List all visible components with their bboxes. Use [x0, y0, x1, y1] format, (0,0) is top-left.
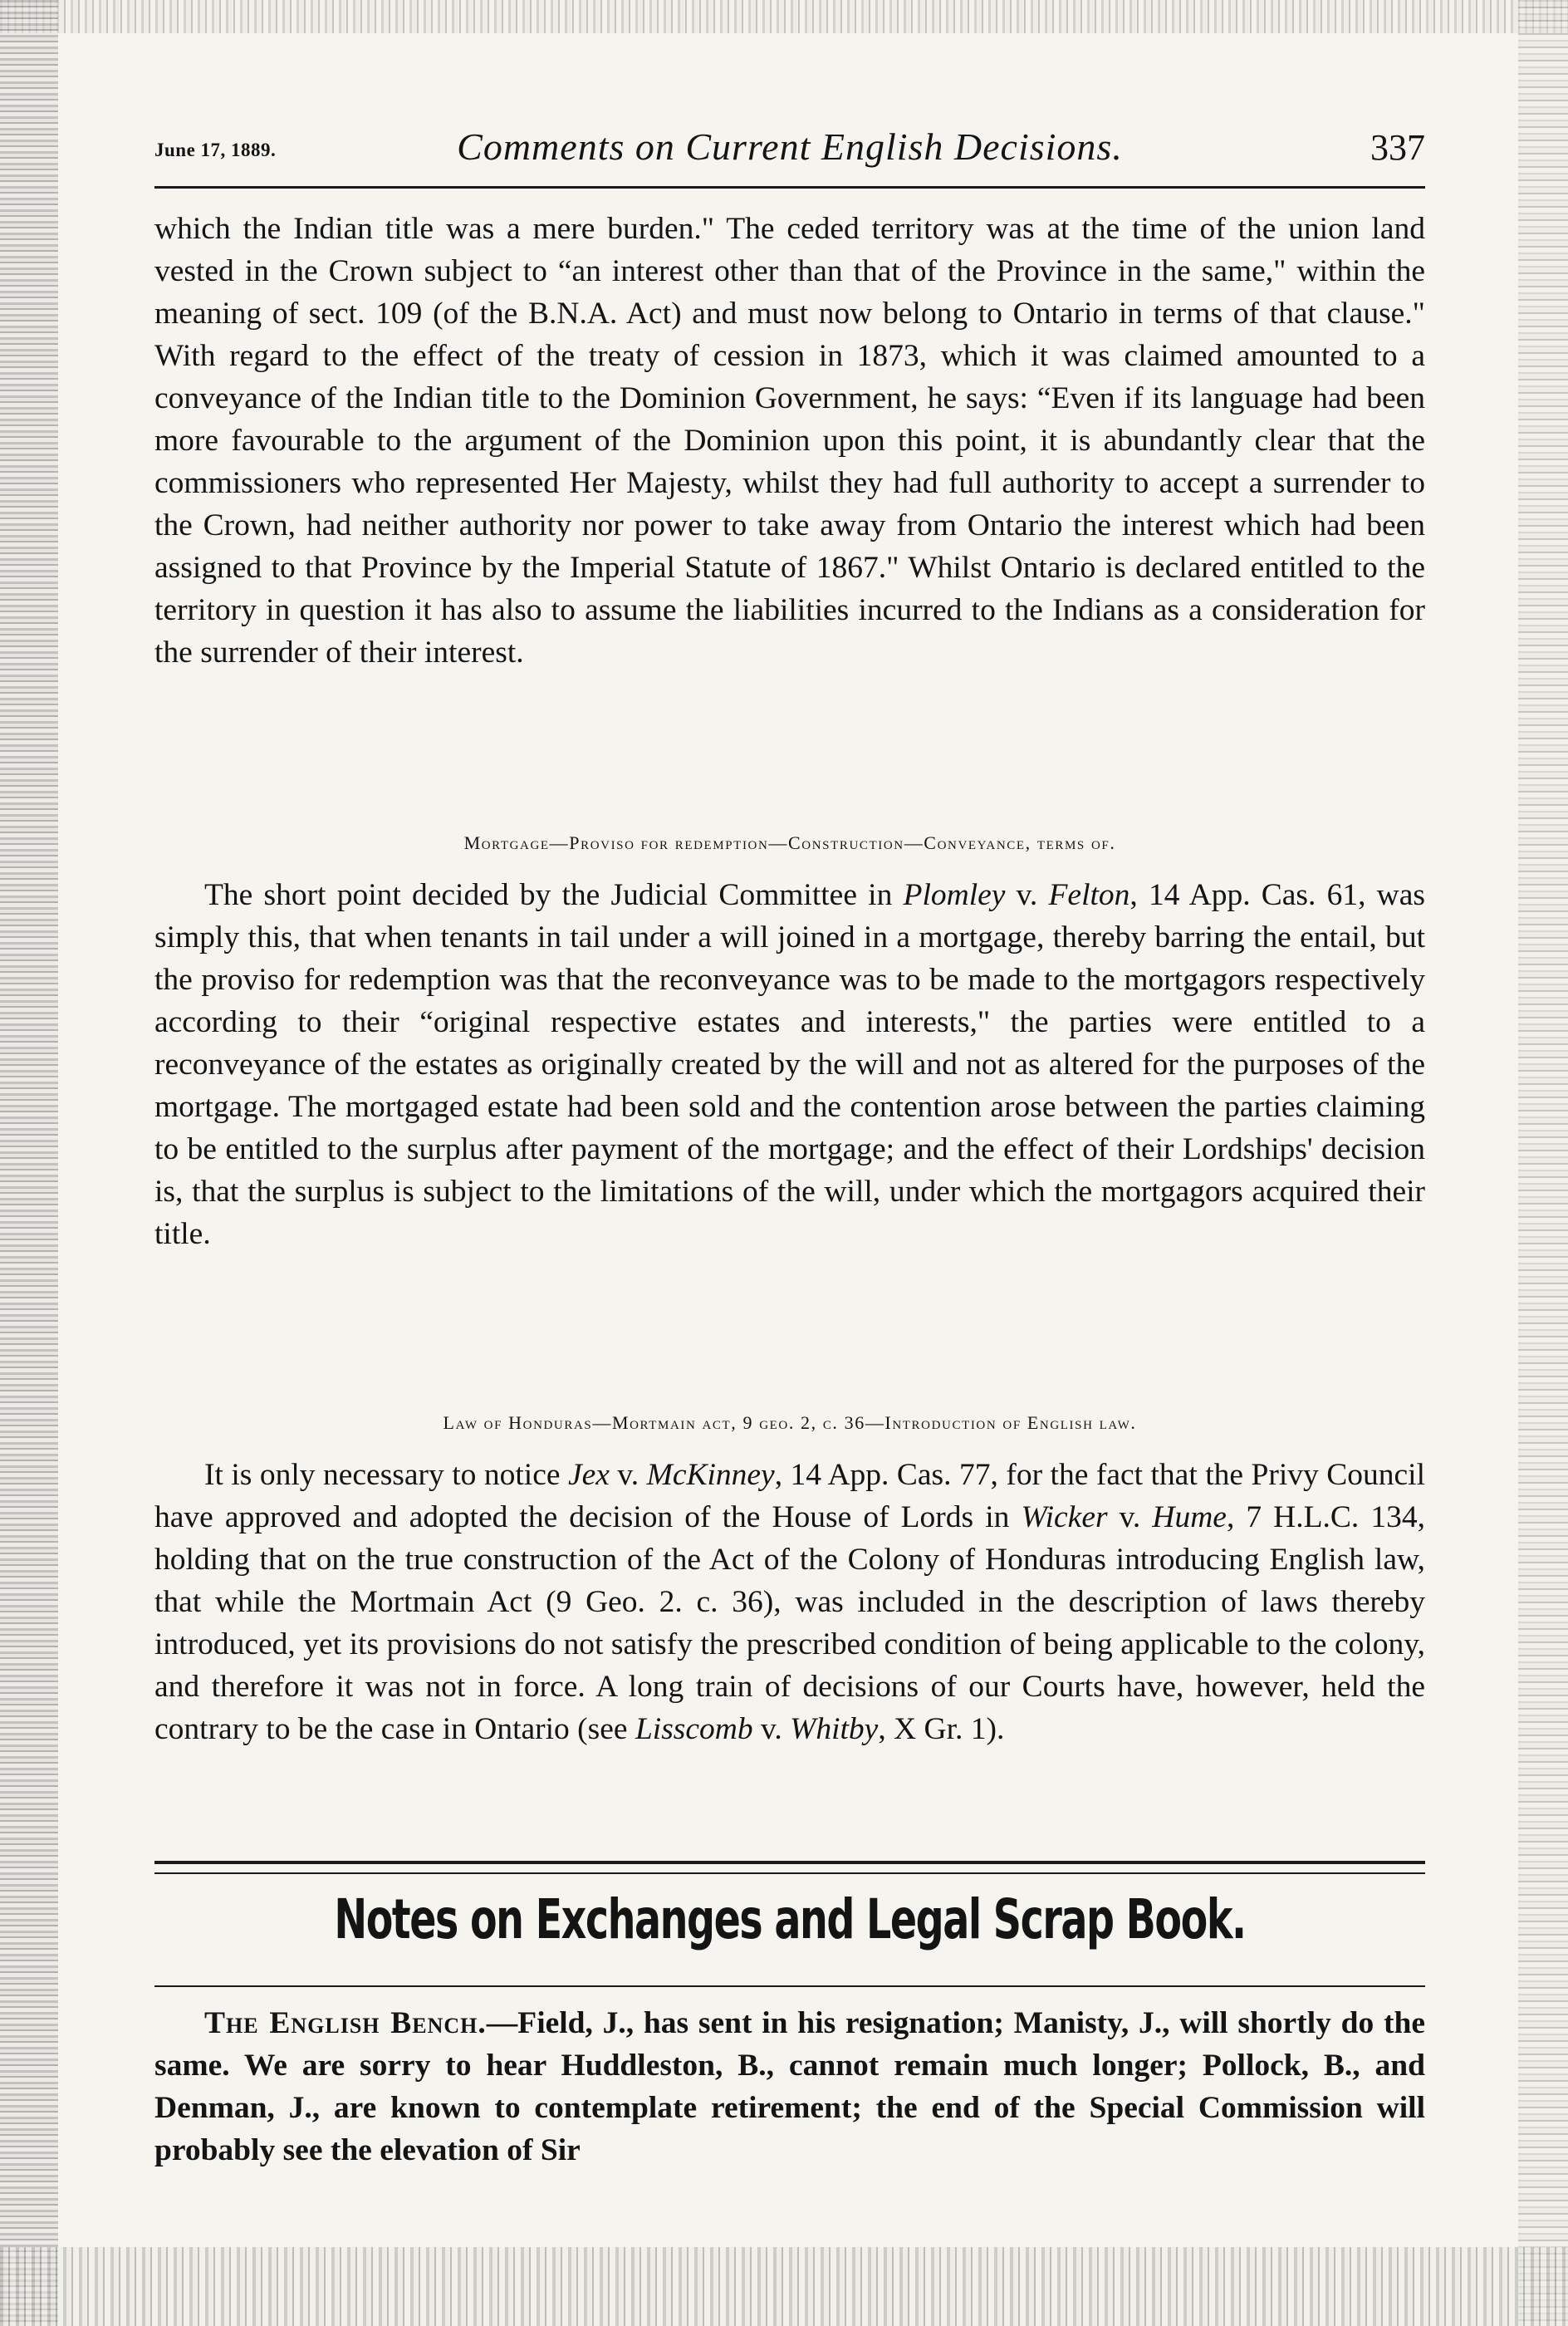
paragraph-honduras — [154, 1454, 1425, 1750]
paragraph-3-part-b: , 14 App. Cas. 77, for the fact that the Privy Council have approved and adopted the decision of the House of Lords in — [154, 1458, 1425, 1534]
case-wicker: Wicker — [1021, 1500, 1108, 1534]
paragraph-2-part-a: The short point decided by the Judicial Committee in — [204, 878, 904, 912]
paragraph-1-text: which the Indian title was a mere burden." The ceded territory was at the time of the union land vested in the Crown subject to “an interest other than that of the Province in the same," within the meaning of sect. 109 (of the B.N.A. Act) and must now belong to Ontario in terms of that clause." With regard to the effect of the treaty of cession in 1873, which it was claimed amounted to a conveyance of the Indian title to the Dominion Government, he says: “Even if its language had been more favourable to the argument of the Dominion upon this point, it is abundantly clear that the commissioners who represented Her Majesty, whilst they had full authority to accept a surrender to the Crown, had neither authority nor power to take away from Ontario the interest which had been assigned to that Province by the Imperial Statute of 1867." Whilst Ontario is declared entitled to the territory in question it has also to assume the liabilities incurred to the Indians as a consideration for the surrender of their interest. — [154, 212, 1425, 670]
section-title-rule — [154, 1985, 1425, 1987]
paragraph-mortgage — [154, 874, 1425, 1255]
scan-edge-right — [1518, 0, 1568, 2326]
header-rule — [154, 186, 1425, 189]
scan-edge-top — [0, 0, 1568, 33]
heading-mortgage: Mortgage—Proviso for redemption—Construction—Conveyance, terms of. — [463, 832, 1116, 853]
paragraph-3-part-c: , 7 H.L.C. 134, holding that on the true construction of the Act of the Colony of Honduras introducing English law, that while the Mortmain Act (9 Geo. 2. c. 36), was included in the description of laws thereby introduced, yet its provisions do not satisfy the prescribed condition of being applicable to the colony, and therefore it was not in force. A long train of decisions of our Courts have, however, held the contrary to be the case in Ontario (see — [154, 1500, 1425, 1746]
versus: v. — [1107, 1500, 1153, 1534]
paragraph-indian-title — [154, 208, 1425, 674]
header-title: Comments on Current English Decisions. — [457, 125, 1123, 168]
heading-honduras: Law of Honduras—Mortmain act, 9 geo. 2, c. 36—Introduction of English law. — [443, 1412, 1137, 1433]
case-lisscomb: Lisscomb — [635, 1712, 753, 1746]
case-felton: Felton — [1048, 878, 1130, 912]
running-header — [154, 125, 1425, 174]
paragraph-3-part-d: , X Gr. 1). — [878, 1712, 1005, 1746]
section-double-rule — [154, 1861, 1425, 1874]
versus: v. — [1005, 878, 1049, 912]
versus: v. — [752, 1712, 791, 1746]
paragraph-3-part-a: It is only necessary to notice — [204, 1458, 568, 1492]
scan-edge-left — [0, 0, 58, 2326]
header-date: June 17, 1889. — [154, 140, 277, 160]
versus: v. — [609, 1458, 647, 1492]
case-mckinney: McKinney — [646, 1458, 775, 1492]
paragraph-english-bench — [154, 2002, 1425, 2171]
paragraph-2-part-b: , 14 App. Cas. 61, was simply this, that when tenants in tail under a will joined in a mortgage, thereby barring the entail, but the proviso for redemption was that the reconveyance was to be made to the mortgagors respectively according to their “original respective estates and interests," the parties were entitled to a reconveyance of the estates as originally created by the will and not as altered for the purposes of the mortgage. The mortgaged estate had been sold and the contention arose between the parties claiming to be entitled to the surplus after payment of the mortgage; and the effect of their Lordships' decision is, that the surplus is subject to the limitations of the will, under which the mortgagors acquired their title. — [154, 878, 1425, 1251]
scan-edge-bottom — [0, 2247, 1568, 2326]
page-number: 337 — [1370, 127, 1425, 168]
case-hume: Hume — [1152, 1500, 1227, 1534]
english-bench-lead: The English Bench. — [204, 2006, 487, 2040]
case-jex: Jex — [568, 1458, 610, 1492]
case-whitby: Whitby — [790, 1712, 879, 1746]
case-plomley: Plomley — [903, 878, 1006, 912]
english-bench-body: —Field, J., has sent in his resignation; Manisty, J., will shortly do the same. We are sorry to hear Huddleston, B., cannot remain much longer; Pollock, B., and Denman, J., are known to contemplate retirement; the end of the Special Commission will probably see the elevation of Sir — [154, 2006, 1425, 2167]
section-title: Notes on Exchanges and Legal Scrap Book. — [334, 1887, 1246, 1951]
